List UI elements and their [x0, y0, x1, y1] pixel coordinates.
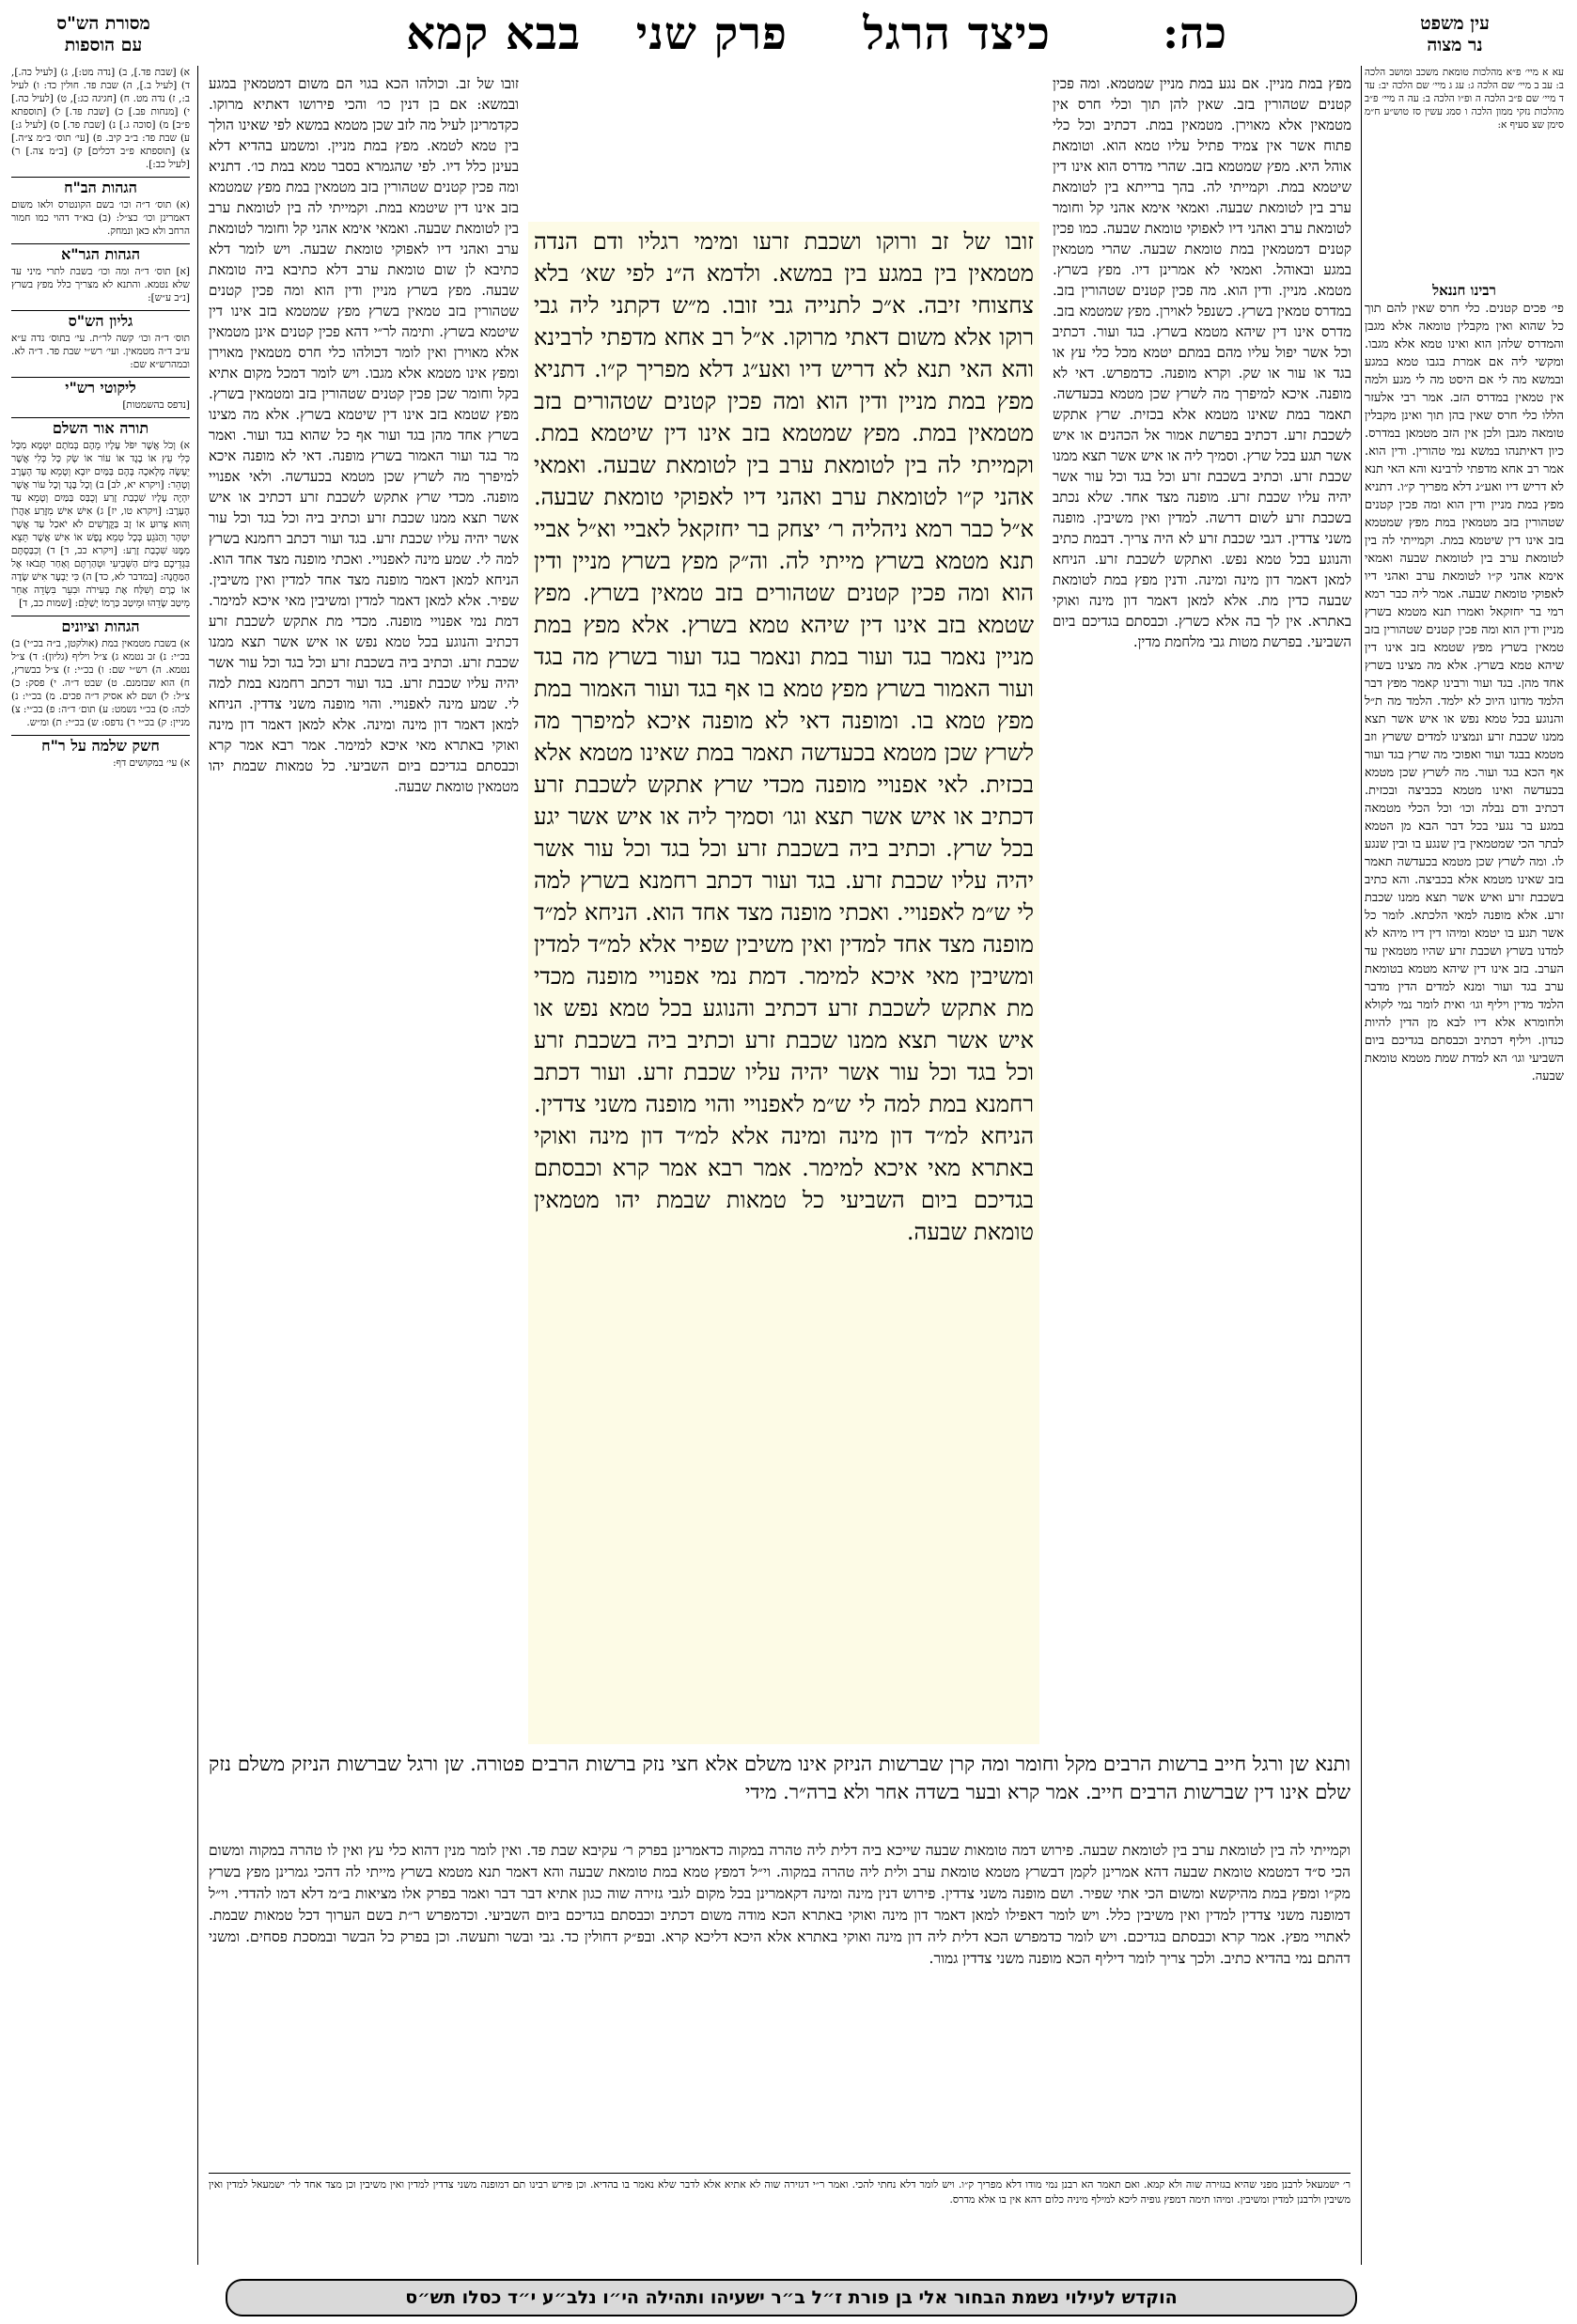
hagahot-ziyunim-text: א) בשבת מטמאין במת (אולקטן, ב״ה בכ״י) ב) בכ״י: נ) זב נטמא ג) צ״ל ויליף (גליון): ד) צ״ל נטמא. ה) רש״י שם: ו) בכ״י: ז) צ״ל כבשרץ, ח) הוא שבזמנם. ט) שבט ד״ה. י) פסק: כ) צ״ל: ל) ושם לא אסיק ד״ה פכים. מ) בכ״י: נ) לכה: ס) בכ״י נשמט: ע) תום׳ ד״ה: פ) בכ״י: צ) מניין: ק) בכ״י ר) נדפס: ש) בכ״י: ת) ומ״ש.	[11, 638, 190, 728]
hagahot-hagra-text: [א] תוס׳ ד״ה ומה וכו׳ בשבת לתרי מיני עד שלא נטמא. והתנא לא מצריך כלל מפץ בשרץ [נ״ב ע״ש]:	[11, 266, 190, 304]
left-notes-column	[11, 66, 190, 2260]
ein-mishpat-label: עין משפט	[1420, 13, 1490, 34]
gilyon-title: גליון הש"ס	[11, 310, 190, 328]
mishna-text: ותנא שן ורגל חייב ברשות הרבים מקל וחומר ומה קרן שברשות הניזק אינו משלם אלא חצי נזק ברשות הרבים פטורה. שן ורגל שברשות הניזק משלם נזק שלם אינו דין שברשות הרבים חייב. אמר קרא ובער בשדה אחר ולא ברה״ר. מידי	[209, 1753, 1351, 1803]
mesoret-sub-label: עם הוספות	[64, 35, 143, 55]
chapter-name: כיצד הרגל	[863, 8, 1051, 60]
ein-mishpat-text: עא א מיי׳ פ״א מהלכות טומאת משכב ומושב הלכה ב: עב ב מיי׳ שם הלכה ג: עג ג מיי׳ שם הלכה יב: עד ד מיי׳ שם פ״ב הלכה ה ופ״ו הלכה ב: עה ה מיי׳ פ״ב מהלכות נזקי ממון הלכה ו סמג עשין סז טוש״ע ח״מ סימן שצ סעיף א:	[1365, 67, 1564, 131]
tosafot-text: זובו של זב. וכולהו הכא בגוי הם משום דמטמאין במגע ובמשא: אם בן דנין כו׳ והכי פירושו דאתיא מרוקו. כקדמרינן לעיל מה לזב שכן מטמא במשא לפי שאינו הולך בין טמא לטמא. מפץ במת מניין. ומשמע בהדיא דלא בעינן כלל דיו. לפי שהגמרא בסבר טמא במת כו׳. דתניא ומה פכין קטנים שטהורין בזב מטמאין במת מפץ שמטמא בזב אינו דין שיטמא במת. וקמייתי לה בין לטומאת ערב בין לטומאת שבעה. ואמאי אימא אהני קל וחומר לטומאת ערב ואהני דיו לאפוקי טומאת שבעה. ויש לומר דלא כתיבא לן שום טומאת ערב דלא כתיבא ביה טומאת שבעה. מפץ בשרץ מניין ודין הוא ומה פכין קטנים שטהורין בזב טמאין בשרץ מפץ שמטמא בזב אינו דין שיטמא בשרץ. ותימה לר״י דהא פכין קטנים אינן מטמאין אלא מאוירן ואין לומר דכולהו כלי חרס מטמאין מאוירן ומפץ אינו מטמא אלא מגבו. ויש לומר דמכל מקום אתיא בקל וחומר שכן פכין קטנים שטהורין בזב ומטמאין בשרץ. מפץ שטמא בזב אינו דין שיטמא בשרץ. אלא מה מצינו בשרץ אחד מהן בגד ועור אף כל שהוא בגד ועור. ואמר מר בגד ועור האמור בשרץ מופנה. דאי לא מופנה איכא למיפרך מה לשרץ שכן מטמא בכעדשה. ולאי אפנויי מופנה. מכדי שרץ אתקש לשכבת זרע דכתיב או איש אשר תצא ממנו שכבת זרע וכתיב ביה וכל בגד וכל עור אשר יהיה עליו שכבת זרע. בגד ועור דכתב רחמנא בשרץ למה לי. שמע מינה לאפנויי. ואכתי מופנה מצד אחד הוא. הניחא למאן דאמר מופנה מצד אחד למדין ואין משיבין. שפיר. אלא למאן דאמר למדין ומשיבין מאי איכא למימר. דמת נמי אפנויי מופנה. מכדי מת אתקש לשכבת זרע דכתיב והנוגע בכל טמא נפש או איש אשר תצא ממנו שכבת זרע. וכתיב ביה בשכבת זרע וכל בגד וכל עור אשר יהיה עליו שכבת זרע. בגד ועור דכתב רחמנא במת למה לי. שמע מינה לאפנויי. והוי מופנה משני צדדין. הניחא למאן דאמר דון מינה ומינה. אלא למאן דאמר דון מינה ואוקי באתרא מאי איכא למימר. אמר רבא אמר קרא וכבסתם בגדיכם ביום השביעי. כל טמאות שבמת יהו מטמאין טומאת שבעה.	[209, 75, 519, 795]
likutei-rashi-title: ליקוטי רש"י	[11, 377, 190, 395]
likutei-rashi-text: [נדפס בהשמטות]	[122, 399, 190, 411]
footnote-strip	[209, 2173, 1351, 2271]
gemara-text: זובו של זב ורוקו ושכבת זרעו ומימי רגליו ודם הנדה מטמאין בין במגע בין במשא. ולדמא ה״נ לפי שא׳ בלא צחצוחי זיבה. א״כ לתנייה גבי זובו. מ״ש דקתני ליה גבי רוקו אלא משום דאתי מרוקו. א״ל רב אחא מדפתי לרבינא והא האי תנא לא דריש דיו ואע״ג דלא מפריך ק״ו. דתניא מפץ במת מניין ודין הוא ומה פכין קטנים שטהורים בזב מטמאין במת. מפץ שמטמא בזב אינו דין שיטמא במת. וקמייתי לה בין לטומאת ערב בין לטומאת שבעה. ואמאי אהני ק״ו לטומאת ערב ואהני דיו לאפוקי טומאת שבעה. א״ל כבר רמא ניהליה ר׳ יצחק בר יחזקאל לאביי וא״ל אביי תנא מטמא בשרץ מייתי לה. וה״ק מפץ בשרץ מניין ודין הוא ומה פכין קטנים שטהורים בזב טמאין בשרץ. מפץ שטמא בזב אינו דין שיהא טמא בשרץ. אלא מפץ במת מניין נאמר בגד ועור במת ונאמר בגד ועור בשרץ מה בגד ועור האמור בשרץ מפץ טמא בו אף בגד ועור האמור במת מפץ טמא בו. ומופנה דאי לא מופנה איכא למיפרך מה לשרץ שכן מטמא בכעדשה תאמר במת שאינו מטמא אלא בכזית. לאי אפנויי מופנה מכדי שרץ אתקש לשכבת זרע דכתיב או איש אשר תצא וגו׳ וסמיך ליה או איש אשר יגע בכל שרץ. וכתיב ביה בשכבת זרע וכל בגד וכל עור אשר יהיה עליו שכבת זרע. בגד ועור דכתב רחמנא בשרץ למה לי ש״מ לאפנויי. ואכתי מופנה מצד אחד הוא. הניחא למ״ד מופנה מצד אחד למדין ואין משיבין שפיר אלא למ״ד למדין ומשיבין מאי איכא למימר. דמת נמי אפנויי מופנה מכדי מת אתקש לשכבת זרע דכתיב והנוגע בכל טמא נפש או איש אשר תצא ממנו שכבת זרע וכתיב ביה בשכבת זרע וכל בגד וכל עור אשר יהיה עליו שכבת זרע. ועור דכתב רחמנא במת למה לי ש״מ לאפנויי והוי מופנה משני צדדין. הניחא למ״ד דון מינה ומינה אלא למ״ד דון מינה ואוקי באתרא מאי איכא למימר. אמר רבא אמר קרא וכבסתם בגדיכם ביום השביעי כל טמאות שבמת יהו מטמאין טומאת שבעה.	[534, 228, 1035, 1245]
chashak-text: א) עי׳ במקושים דף:	[113, 757, 190, 769]
tosafot-column	[209, 73, 519, 1549]
dedication-text: הוקדש לעילוי נשמת הבחור אלי בן פורת ז״ל ב״ר ישעיהו ותהילה הי״ו נלב״ע י״ד כסלו תש״ס	[405, 2287, 1178, 2308]
footnote-text: ר׳ ישמעאל לרבנן מפני שהיא בגזירה שוה ולא קמא. ואם תאמר הא רבנן נמי מודו דלא מפריך ק״ו. ויש לומר דלא נחתי להכי. ואמר ר״י דגזירה שוה לא אתיא אלא לדבר שלא נאמר בו בהדיא. וכן פירש רבינו תם דמופנה משני צדדין למדין ואין משיבין וכן מצד אחד לר׳ ישמעאל למדין ואין משיבין ולרבנן למדין ומשיבין. ומיהו תימה דמפץ גופיה ליכא למילף מיניה כלום דהא אין בו אלא מדרס.	[209, 2178, 1351, 2206]
rashi-column	[1053, 73, 1351, 1549]
hagahot-hagra-title: הגהות הגר"א	[11, 243, 190, 261]
perek-number: פרק שני	[635, 8, 788, 60]
hagahot-bach-title: הגהות הב"ח	[11, 177, 190, 195]
ein-mishpat-column	[1365, 66, 1564, 273]
masechet-name: בבא קמא	[406, 8, 581, 60]
ein-mishpat-heading	[1361, 13, 1549, 56]
dedication-banner	[226, 2279, 1357, 2316]
bottom-commentary	[209, 1840, 1351, 2160]
hagahot-bach-text: (א) תוס׳ ד״ה וכו׳ בשם הקונטרס ולאו משום דאמרינן וכו׳ כצ״ל: (ב) בא״ד דהוי כמו חמור הרחב ולא כאן ונמחק.	[11, 199, 190, 237]
rabbenu-chananel-column	[1365, 282, 1564, 2255]
left-margin-rule	[197, 66, 198, 2265]
mishna-continuation	[209, 1750, 1351, 1834]
ner-mitzva-label: נר מצוה	[1427, 35, 1483, 55]
rabbenu-chananel-title: רבינו חננאל	[1432, 282, 1496, 299]
chashak-title: חשק שלמה על ר"ח	[11, 735, 190, 753]
gemara-column	[528, 222, 1039, 1744]
bottom-text: וקמייתי לה בין לטומאת ערב בין לטומאת שבעה. פירוש דמה טומאות שבעה שייכא ביה דלית ליה טהרה במקוה כדאמרינן בפרק ר׳ עקיבא שבת פד. ואין לומר מנין דהוא כלי עץ ואין לו טהרה במקוה ומשום הכי ס״ד דמטמא טומאת שבעה דהא אמרינן לקמן דבשרץ מטמא טומאת ערב ולית ליה טהרה במקוה. וי״ל דמפץ טמא במת טומאת שבעה והא דאמר תנא מטמא בשרץ מייתי לה דהכי גמרינן מפץ בשרץ מק״ו ומפץ במת מהיקשא ומשום הכי אתי שפיר. ושם מופנה משני צדדין. פירוש דנין מינה ומינה דקאמרינן בכל מקום לגבי גזירה שוה כגון אתיא דבר דבר ואמר בפרק אלו מציאות ב״מ דלא דמו להדדי. וי״ל דמופנה משני צדדין למדין ואין משיבין כלל. ויש לומר דאפילו למאן דאמר דון מינה ואוקי באתרא הכא מודה משום דכתיב וכבסתם בגדיכם ביום השביעי. וכדמפרש ר״ת בשם הערוך דכל טמאות שבמת. לאתויי מפץ. אמר קרא וכבסתם בגדיכם. ויש לומר כדמפרש הכא דלית ליה דון מינה ואוקי באתרא אלא היכא דליכא קרא. ובפ״ק דחולין כד. גבי ובשר ותעשה. וכן בפרק כל הבשר ובמסכת פסחים. ומשני דהתם נמי בהדיא כתיב. ולכך צריך לומר דיליף הכא מופנה משני צדדין גמור.	[209, 1842, 1351, 1967]
gilyon-text: תוס׳ ד״ה וכו׳ קשה לר״ת. עי׳ בתוס׳ נדה ע״א ע״ב ד״ה מטמאין. ועי׳ רש״י שבת פד. ד״ה לא. ובמהרש״א שם:	[11, 333, 190, 370]
hagahot-ziyunim-title: הגהות וציונים	[11, 616, 190, 633]
mesoret-label: מסורת הש"ס	[56, 13, 150, 34]
torah-or-title: תורה אור השלם	[11, 417, 190, 435]
rabbenu-chananel-text: פי׳ פכים קטנים. כלי חרס שאין להם תוך כל שהוא ואין מקבלין טומאה אלא מגבן והמדרס שלהן הוא ואינו טמא אלא מגבו. ומקשי ליה אם אמרת בגבו טמא במגע ובמשא מה לי אם היסט מה לי מגע ולמה אין טמאין במדרס הזב. אמר רבי אלעזר הללו כלי חרס שאין בהן תוך ואינן מקבלין טומאה מגבן ולכן אין הזב מטמאן במדרס. כיון דאיתנהו במשא נמי טהורין. ודין הוא. אמר רב אחא מדפתי לרבינא והא האי תנא לא דריש דיו ואע״ג דלא מפריך ק״ו. דתניא מפץ במת מניין ודין הוא ומה פכין קטנים שטהורין בזב מטמאין במת מפץ שמטמא בזב אינו דין שיטמא במת. וקמייתי לה בין לטומאת ערב בין לטומאת שבעה ואמאי אימא אהני ק״ו לטומאת ערב ואהני דיו לאפוקי טומאת שבעה. אמר ליה כבר רמא רמי בר יחזקאל ואמרו תנא מטמא בשרץ מניין ודין הוא ומה פכין קטנים שטהורין בזב טמאין בשרץ מפץ שטמא בזב אינו דין שיהא טמא בשרץ. אלא מה מצינו בשרץ אחד מהן. בגד ועור ורבינו קאמר מפץ דבר הלמד מדונו היוכ לא ילמד. הלמד מה ת״ל והנוגע בכל טמא נפש או איש אשר תצא ממנו שכבת זרע ונמצינו למדים ששרץ וזב מטמא בבגד ועור ואפוכי מה שרץ בגד ועור אף הכא בגד ועור. מה לשרץ שכן מטמא בכעדשה ואינו מטמא בכביצה ובכזית. דכתיב ודם נבלה וכו׳ וכל הכלי מטמאה במגע בר נגעי בכל דבר הבא מן הטמא לבתר הכי שמטמאין בין שנגע בו ובין שנגע לו. ומה לשרץ שכן מטמא בכעדשה תאמר בזב שאינו מטמא אלא בכביצה. והא כתיב בשכבת זרע ואיש אשר תצא ממנו שכבת זרע. אלא מופנה למאי הלכתא. לומר כל אשר תגע בו יטמא ומיהו דין דיו מיהא לא למדנו בשרץ ושכבת זרע שהיו מטמאין עד הערב. בזב אינו דין שיהא מטמא בטומאת ערב בגד ועור ומנא למדים הדין מדבר הלמד מדין ויליף וגו׳ ואית לומר נמי לקולא ולחומרא אלא דיו לבא מן הדין להיות כנדון. ויליף דכתיב וכבסתם בגדיכם ביום השביעי וגו׳ הא למדת שמת מטמא טומאת שבעה.	[1365, 302, 1564, 1084]
mesoret-text: א) [שבת פד.], ב) [נדה מט:], ג) [לעיל כה.], ד) [לעיל ב.], ה) שבת פד. חולין כד: ו) לעיל ב:, ז) נדה מט. ח) [חגיגה כג:], ט) [לעיל כה.] י) [מנחות פב.] כ) [שבת פד.] ל) [תוספתא פ״ב] מ) [סוכה ג.] נ) [שבת פד.] ס) [לעיל ג:] ע) שבת פד: ב״ב קיב. פ) [עי׳ תוס׳ ב״מ צ״ה.] צ) [תוספתא פ״ב דכלים] ק) [ב״מ צה.] ר) [לעיל כב:].	[11, 67, 190, 170]
rashi-text: מפץ במת מניין. אם נגע במת מניין שמטמא. ומה פכין קטנים שטהורין בזב. שאין להן תוך וכלי חרס אין מטמאין אלא מאוירן. מטמאין במת. דכתיב וכל כלי פתוח אשר אין צמיד פתיל עליו טמא הוא. וטומאת אוהל היא. מפץ שמטמא בזב. שהרי מדרס הוא אינו דין שיטמא במת. וקמייתי לה. בהך ברייתא בין לטומאת ערב בין לטומאת שבעה. ואמאי אימא אהני קל וחומר לטומאת ערב ואהני דיו לאפוקי טומאת שבעה. כמו פכין קטנים דמטמאין במת טומאת שבעה. שהרי מטמאין במגע ובאוהל. ואמאי לא אמרינן דיו. מפץ בשרץ. מטמא. מניין. ודין הוא. מה פכין קטנים שטהורין בזב. במדרס טמאין בשרץ. כשנפל לאוירן. מפץ שמטמא בזב. מדרס אינו דין שיהא מטמא בשרץ. בגד ועור. דכתיב וכל אשר יפול עליו מהם במתם יטמא מכל כלי עץ או בגד או עור או שק. וקרא מופנה. כדמפרש. דאי לא מופנה. איכא למיפרך מה לשרץ שכן מטמא בכעדשה. תאמר במת שאינו מטמא אלא בכזית. שרץ אתקש לשכבת זרע. דכתיב בפרשת אמור אל הכהנים או איש אשר תגע בכל שרץ. וסמיך ליה או איש אשר תצא ממנו שכבת זרע. וכתיב בשכבת זרע וכל בגד וכל עור אשר יהיה עליו שכבת זרע. מופנה מצד אחד. שלא נכתב בשכבת זרע לשום דרשה. למדין ואין משיבין. מופנה משני צדדין. דגבי שכבת זרע לא היה צריך. דבמת כתיב והנוגע בכל טמא נפש. ואתקש לשכבת זרע. הניחא למאן דאמר דון מינה ומינה. ודנין מפץ במת לטומאת שבעה כדין מת. אלא למאן דאמר דון מינה ואוקי באתרא. אין לך בה אלא כשרץ. וכבסתם בגדיכם ביום השביעי. בפרשת מטות גבי מלחמת מדין.	[1053, 75, 1351, 650]
torah-or-text: א) וְכֹל אֲשֶׁר יִפֹּל עָלָיו מֵהֶם בְּמֹתָם יִטְמָא מִכָּל כְּלִי עֵץ אוֹ בֶגֶד אוֹ עוֹר אוֹ שָׂק כָּל כְּלִי אֲשֶׁר יֵעָשֶׂה מְלָאכָה בָּהֶם בַּמַּיִם יוּבָא וְטָמֵא עַד הָעֶרֶב וְטָהֵר: [ויקרא יא, לב] ב) וְכָל בֶּגֶד וְכָל עוֹר אֲשֶׁר יִהְיֶה עָלָיו שִׁכְבַת זָרַע וְכֻבַּס בַּמַּיִם וְטָמֵא עַד הָעָרֶב: [ויקרא טו, יז] ג) אִישׁ אִישׁ מִזֶּרַע אַהֲרֹן וְהוּא צָרוּעַ אוֹ זָב בַּקֳּדָשִׁים לֹא יֹאכַל עַד אֲשֶׁר יִטְהָר וְהַנֹּגֵעַ בְּכָל טְמֵא נֶפֶשׁ אוֹ אִישׁ אֲשֶׁר תֵּצֵא מִמֶּנּוּ שִׁכְבַת זָרַע: [ויקרא כב, ד] ד) וְכִבַּסְתֶּם בִּגְדֵיכֶם בַּיּוֹם הַשְּׁבִיעִי וּטְהַרְתֶּם וְאַחַר תָּבֹאוּ אֶל הַמַּחֲנֶה: [במדבר לא, כד] ה) כִּי יַבְעֶר אִישׁ שָׂדֶה אוֹ כֶרֶם וְשִׁלַּח אֶת בְּעִירֹה וּבִעֵר בִּשְׂדֵה אַחֵר מֵיטַב שָׂדֵהוּ וּמֵיטַב כַּרְמוֹ יְשַׁלֵּם: [שמות כב, ד]	[11, 440, 190, 609]
page-number: כה:	[1163, 8, 1227, 58]
mesoret-heading	[19, 13, 188, 56]
right-margin-rule	[1361, 66, 1362, 2265]
